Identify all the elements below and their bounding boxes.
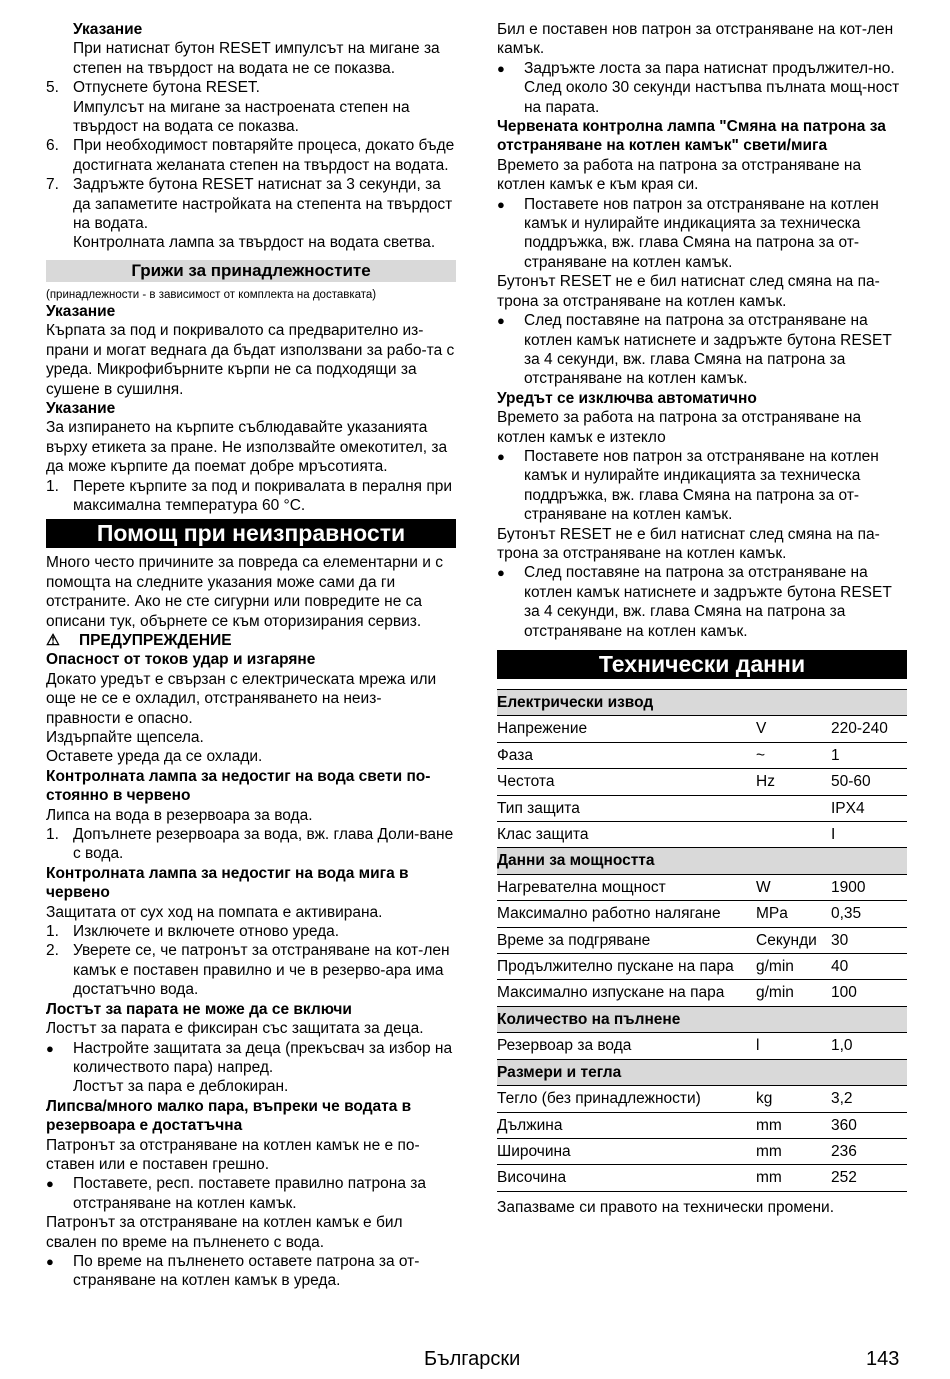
fault-heading: Уредът се изключва автоматично [497,389,757,407]
step-item: 7. Задръжте бутона RESET натиснат за 3 секунди, за да запаметите настройката на степента на твърдост на водата. [46,176,453,233]
fault-heading: Лостът за парата не може да се включи [46,1000,352,1018]
page-number: 143 [866,1348,900,1370]
step-subtext: Контролната лампа за твърдост на водата светва. [73,234,436,252]
fault-heading: Липсва/много малко пара, въпреки че водата в резервоара е достатъчна [46,1097,412,1135]
fault-text: Патронът за отстраняване на котлен камък е бил свален по време на пълненето с вода. [46,1214,403,1251]
table-row: Височина mm 252 [497,1165,907,1191]
bullet-icon: ● [497,565,505,581]
bullet-icon: ● [497,448,505,464]
step-item: 6. При необходимост повтаряйте процеса, докато бъде достигната желаната степен на твърдост на водата. [46,137,455,174]
section-heading-troubleshooting: Помощ при неизправности [46,519,456,548]
table-row: Дължина mm 360 [497,1112,907,1138]
step-item: 1. Изключете и включете отново уреда. [46,923,340,941]
step-item: 2. Уверете се, че патронът за отстраняване на кот-лен камък е поставен правилно и че в резерво-ара има достатъчно вода. [46,942,450,999]
bullet-icon: ● [497,313,505,329]
fault-text: Патронът за отстраняване на котлен камък не е по-ставен или е поставен грешно. [46,1136,420,1173]
technical-data-table [497,689,907,1192]
step-item: 1. Допълнете резервоара за вода, вж. глава Доли-ване с вода. [46,826,454,863]
left-column [46,20,456,1291]
bullet-item: ● По време на пълненето оставете патрона за от-страняване на котлен камък в уреда. [46,1252,420,1290]
table-row: Продължително пускане на пара g/min 40 [497,954,907,980]
table-group-row: Размери и тегла [497,1059,907,1085]
bullet-item: ● Настройте защитата за деца (прекъсвач за избор на количеството пара) напред. [46,1039,453,1076]
fault-text: Времето за работа на патрона за отстраняване на котлен камък е изтекло [497,409,862,446]
bullet-subtext: Лостът за пара е деблокиран. [73,1078,289,1096]
step-item: 5. Отпуснете бутона RESET. [46,79,260,97]
warning-subheading: Опасност от токов удар и изгаряне [46,651,316,669]
table-row: Фаза ~ 1 [497,742,907,768]
table-group-row: Данни за мощността [497,848,907,874]
note-heading: Указание [46,399,116,417]
table-row: Тегло (без принадлежности) kg 3,2 [497,1086,907,1112]
note-text: Кърпата за под и покривалото са предварително из-прани и могат веднага да бъдат използвани за рабо-та с уреда. Микрофибърните кърпи не са подходящи за сушене в сушилня. [46,322,455,398]
warning-text: Докато уредът е свързан с електрическата мрежа или още не се е охладил, отстраняването на неиз-правности е опасно. [46,670,437,727]
table-group-row: Количество на пълнене [497,1006,907,1032]
table-row: Клас защита I [497,822,907,848]
warning-heading: ⚠ ПРЕДУПРЕЖДЕНИЕ [46,631,232,649]
bullet-item: ● Задръжте лоста за пара натиснат продължител-но. [497,59,895,77]
bullet-item: ● Поставете, респ. поставете правилно патрона за отстраняване на котлен камък. [46,1175,426,1212]
accessories-note-small: (принадлежности - в зависимост от комплекта на доставката) [46,288,377,301]
table-row: Максимално работно налягане MPa 0,35 [497,901,907,927]
bullet-item: ● След поставяне на патрона за отстраняване на котлен камък натиснете и задръжте бутона RESET за 4 секунди, вж. глава Смяна на патрона за отстраняване на котлен камък. [497,312,892,388]
note-text: При натиснат бутон RESET импулсът на мигане за степен на твърдост на водата не се показва. [73,40,440,77]
bullet-icon: ● [497,60,505,76]
bullet-icon: ● [46,1040,54,1056]
table-row: Широчина mm 236 [497,1138,907,1164]
bullet-item: ● Поставете нов патрон за отстраняване на котлен камък и нулирайте индикацията за техническа поддръжка, вж. глава Смяна на патрона за от-страняване на котлен камък. [497,195,879,271]
table-row: Честота Hz 50-60 [497,769,907,795]
fault-text: Бил е поставен нов патрон за отстраняване на кот-лен камък. [497,21,894,58]
warning-text: Оставете уреда да се охлади. [46,748,263,766]
bullet-item: ● След поставяне на патрона за отстраняване на котлен камък натиснете и задръжте бутона RESET за 4 секунди, вж. глава Смяна на патрона за отстраняване на котлен камък. [497,564,892,640]
bullet-icon: ● [46,1176,54,1192]
table-group-row: Електрически извод [497,690,907,716]
right-column [497,20,907,1217]
fault-text: Бутонът RESET не е бил натиснат след смяна на па-трона за отстраняване на котлен камък. [497,273,880,310]
troubleshooting-intro: Много често причините за повреда са елементарни и с помощта на следните указания може сами да ги отстраните. Ако не сте сигурни или повредите не са описани тук, обърнете се към оторизирания сервиз. [46,554,443,630]
section-heading-accessories: Грижи за принадлежностите [46,260,456,282]
table-row: Резервоар за вода l 1,0 [497,1033,907,1059]
table-row: Максимално изпускане на пара g/min 100 [497,980,907,1006]
fault-text: Лостът за парата е фиксиран със защитата за деца. [46,1020,424,1038]
note-text: За изпирането на кърпите съблюдавайте указанията върху етикета за пране. Не използвайте омекотител, за да може кърпите да поемат добре мръсотията. [46,419,448,476]
step-subtext: Импулсът на мигане за настроената степен на твърдост на водата се показва. [73,98,410,136]
table-row: Нагревателна мощност W 1900 [497,874,907,900]
fault-text: Бутонът RESET не е бил натиснат след смяна на па-трона за отстраняване на котлен камък. [497,525,880,562]
footnote: Запазваме си правото на технически промени. [497,1198,835,1216]
warning-text: Издърпайте щепсела. [46,729,204,746]
table-row: Време за подгряване Секунди 30 [497,927,907,953]
note-heading: Указание [46,302,116,320]
table-row: Тип защита IPX4 [497,795,907,821]
section-heading-technical-data: Технически данни [497,650,907,679]
fault-heading: Червената контролна лампа "Смяна на патрона за отстраняване на котлен камък" свети/мига [497,118,886,155]
fault-heading: Контролната лампа за недостиг на вода мига в червено [46,864,409,902]
bullet-icon: ● [497,196,505,212]
bullet-subtext: След около 30 секунди настъпва пълната мощ-ност на парата. [524,79,900,116]
bullet-item: ● Поставете нов патрон за отстраняване на котлен камък и нулирайте индикацията за техническа поддръжка, вж. глава Смяна на патрона за от-страняване на котлен камък. [497,447,879,524]
bullet-icon: ● [46,1253,54,1269]
table-row: Напрежение V 220-240 [497,716,907,742]
fault-text: Липса на вода в резервоара за вода. [46,806,313,824]
fault-heading: Контролната лампа за недостиг на вода свети по-стоянно в червено [46,767,431,805]
note-heading: Указание [73,21,143,38]
step-item: 1. Перете кърпите за под и покривалата в пералня при максимална температура 60 °C. [46,477,453,514]
footer-language: Български [424,1348,521,1370]
fault-text: Времето за работа на патрона за отстраняване на котлен камък е към края си. [497,156,862,194]
warning-icon: ⚠ [46,631,60,649]
fault-text: Защитата от сух ход на помпата е активирана. [46,903,383,921]
